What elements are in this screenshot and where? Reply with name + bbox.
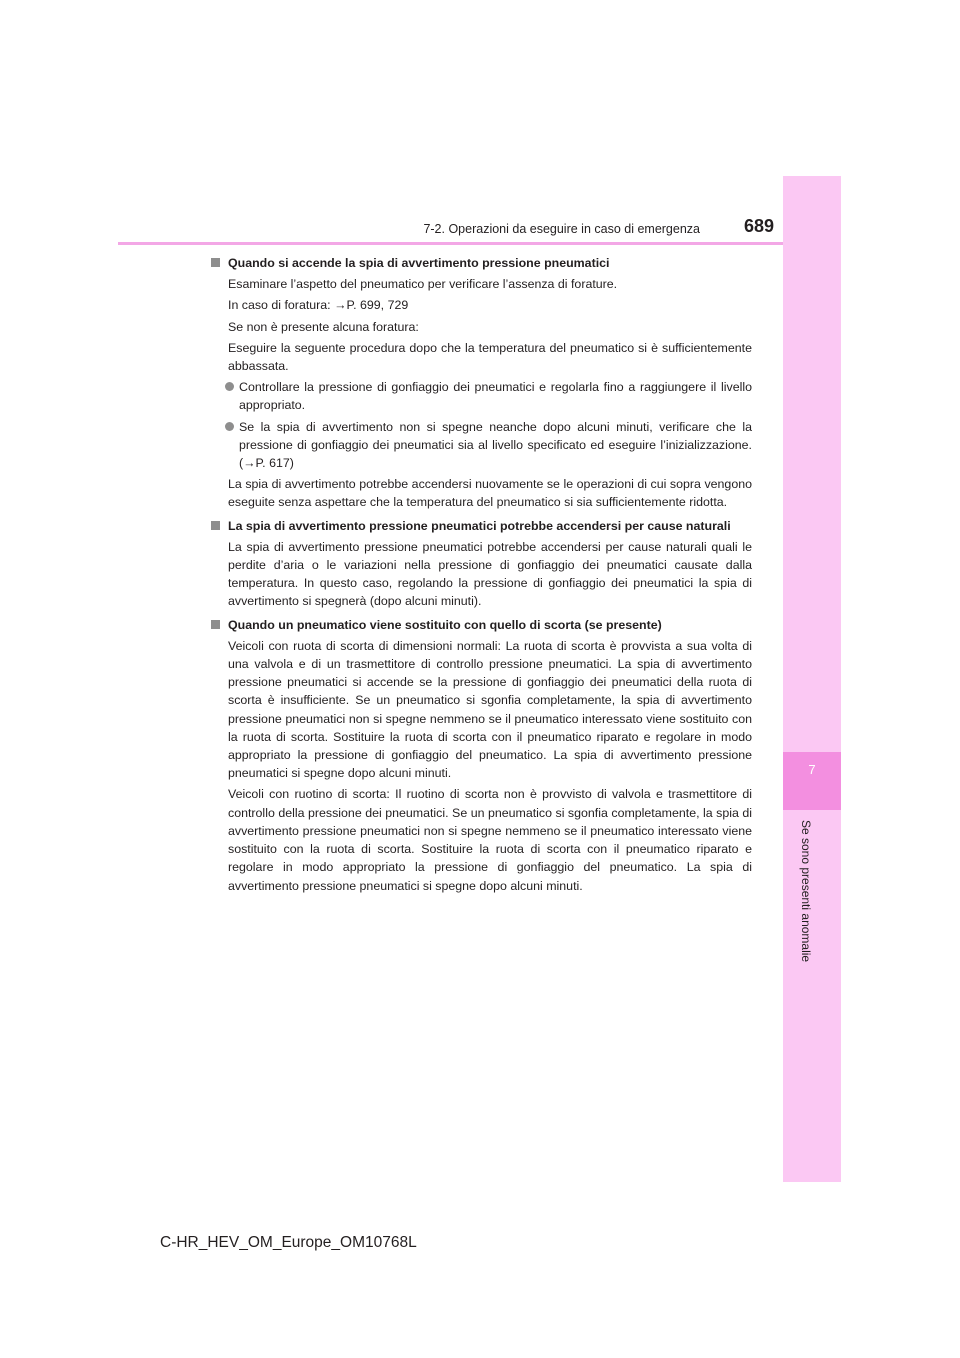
page-number: 689 xyxy=(743,216,774,236)
chapter-title: Se sono presenti anomalie xyxy=(799,820,813,963)
chapter-number-block xyxy=(783,752,841,810)
chapter-number: 7 xyxy=(808,762,816,777)
document-id: C-HR_HEV_OM_Europe_OM10768L xyxy=(160,1234,417,1251)
square-bullet-icon xyxy=(211,258,220,267)
paragraph: La spia di avvertimento pressione pneumatici potrebbe accendersi per cause naturali quali le perdite d’aria o le variazioni nella pressione di gonfiaggio dei pneumatici causate dalla temperatura. In questo caso, regolando la pressione di gonfiaggio dei pneumatici la spia di avvertimento si spegnerà (dopo alcuni minuti). xyxy=(228,539,752,609)
list-item: Se la spia di avvertimento non si spegne neanche dopo alcuni minuti, verificare che la pressione di gonfiaggio dei pneumatici sia al livello specificato ed eseguire l’inizializzazione. (→P. 617) xyxy=(228,418,752,473)
square-bullet-icon xyxy=(211,521,220,530)
page-content xyxy=(210,254,752,898)
header-divider xyxy=(118,242,783,245)
paragraph: La spia di avvertimento potrebbe accendersi nuovamente se le operazioni di cui sopra vengono eseguite senza aspettare che la temperatura del pneumatico si sia sufficientemente ridotta. xyxy=(228,477,752,510)
list-item: Controllare la pressione di gonfiaggio dei pneumatici e regolarla fino a raggiungere il livello appropriato. xyxy=(228,378,752,414)
section-heading: Quando un pneumatico viene sostituito con quello di scorta (se presente) xyxy=(210,616,752,634)
round-bullet-icon xyxy=(225,422,234,431)
round-bullet-icon xyxy=(225,382,234,391)
paragraph: Esaminare l’aspetto del pneumatico per verificare l’assenza di forature. xyxy=(228,277,618,292)
section-title: 7-2. Operazioni da eseguire in caso di emergenza xyxy=(423,222,700,236)
paragraph: In caso di foratura: →P. 699, 729 xyxy=(228,298,409,313)
section-heading: La spia di avvertimento pressione pneumatici potrebbe accendersi per cause naturali xyxy=(210,517,752,535)
chapter-side-tab xyxy=(783,176,841,1182)
paragraph: Veicoli con ruota di scorta di dimensioni normali: La ruota di scorta è provvista a sua volta di una valvola e di un trasmettitore di controllo pressione pneumatici. La spia di avvertimento pressione pneumatici si accende se la pressione di gonfiaggio dei pneumatici della ruota di scorta è insufficiente. Se un pneumatico si sgonfia completamente, la spia di avvertimento pressione pneumatici non si spegne nemmeno se il pneumatico interessato viene sostituito con la ruota di scorta. Sostituire la ruota di scorta con il pneumatico riparato e regolare in modo appropriato la pressione di gonfiaggio del pneumatico. La spia di avvertimento pressione pneumatici si spegne dopo alcuni minuti. xyxy=(228,638,752,781)
paragraph: Se non è presente alcuna foratura: xyxy=(228,319,419,334)
square-bullet-icon xyxy=(211,620,220,629)
paragraph: Eseguire la seguente procedura dopo che la temperatura del pneumatico si è sufficientemente abbassata. xyxy=(228,340,752,374)
section-heading: Quando si accende la spia di avvertimento pressione pneumatici xyxy=(210,254,752,272)
paragraph: Veicoli con ruotino di scorta: Il ruotino di scorta non è provvisto di valvola e trasmettitore di controllo della pressione dei pneumatici. Se un pneumatico si sgonfia completamente, la spia di avvertimento pressione pneumatici non si spegne nemmeno se il pneumatico interessato viene sostituito con la ruota di scorta. Sostituire la ruota di scorta con il pneumatico riparato e regolare in modo appropriato la pressione di gonfiaggio del pneumatico. La spia di avvertimento pressione pneumatici si spegne dopo alcuni minuti. xyxy=(228,787,752,893)
